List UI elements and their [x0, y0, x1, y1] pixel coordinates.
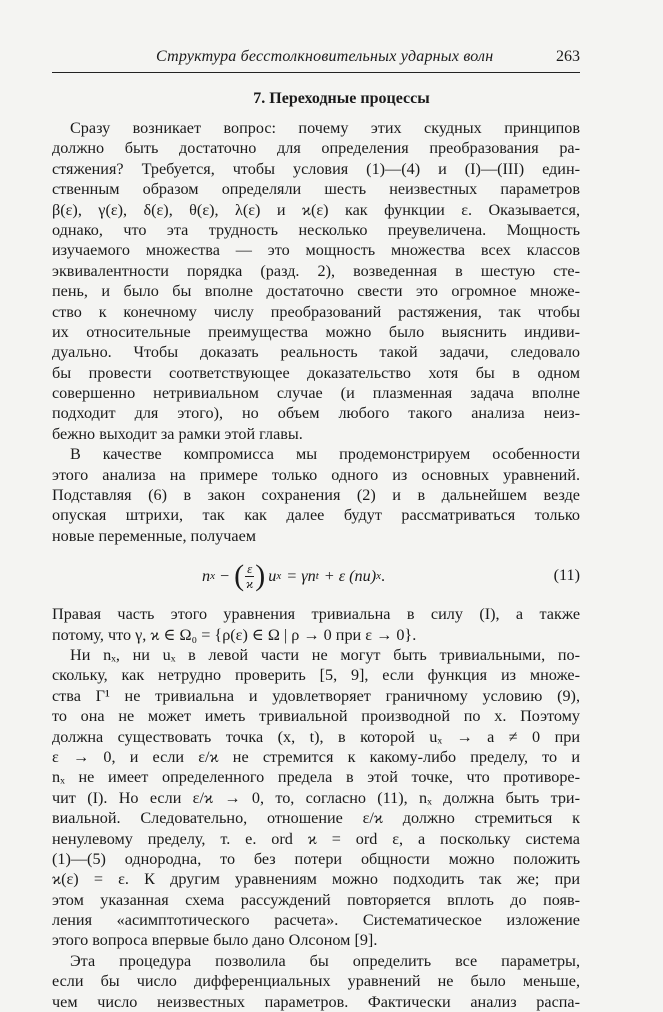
text-line: этого анализа на примере только одного из основных уравнений. [52, 465, 580, 484]
text-line: совершенно нетривиальном случае (и плазменная задача вполне [52, 384, 580, 403]
text-line: эквивалентности порядка (разд. 2), возведенная в шестую сте- [52, 261, 580, 280]
text-line: чем число неизвестных параметров. Фактически анализ распа- [52, 992, 580, 1011]
text-line: ϰ(ε) = ε. К другим уравнениям можно подходить так же; при [52, 870, 580, 889]
text-line: ственным образом определяли шесть неизвестных параметров [52, 180, 580, 199]
text-line: должно быть достаточно для определения преобразования ра- [52, 139, 580, 158]
text-line: если бы число дифференциальных уравнений не было меньше, [52, 972, 580, 991]
text-line: стяжения? Требуется, чтобы условия (1)—(4) и (I)—(III) един- [52, 159, 580, 178]
paragraph-2 [52, 444, 580, 546]
equation-subscript: x [276, 570, 282, 583]
text-line: новые переменные, получаем [52, 526, 257, 545]
equation-rhs-tail: + ε (nu) [323, 566, 377, 585]
paragraph-1 [52, 118, 580, 444]
text-line: (1)—(5) однородна, то без потери общности можно положить [52, 849, 580, 868]
equation-fraction [245, 562, 254, 591]
equation-subscript: x [376, 570, 382, 583]
text-line: этого вопроса впервые было дано Олсоном [9]. [52, 931, 378, 950]
text-line: ненулевому пределу, т. е. ord ϰ = ord ε, а поскольку система [52, 829, 580, 848]
fraction-numerator: ε [247, 560, 253, 576]
text-line: ε → 0, и если ε/ϰ не стремится к какому-либо пределу, то и [52, 747, 580, 766]
text-line: Ни nₓ, ни uₓ в левой части не могут быть тривиальными, по- [70, 645, 580, 664]
text-line: ства Γ¹ не тривиальна и удовлетворяет граничному условию (9), [52, 686, 580, 705]
equation-subscript: t [315, 570, 319, 583]
text-line: Сразу возникает вопрос: почему этих скудных принципов [70, 119, 580, 137]
text-line: однако, что эта трудность несколько преувеличена. Мощность [52, 220, 580, 239]
body-text [52, 118, 580, 1012]
text-line: подходит для этого), но объем любого такого анализа неиз- [52, 404, 580, 423]
text-line: скольку, как нетрудно проверить [5, 9], если функция из множе- [52, 666, 580, 685]
running-header [52, 46, 580, 73]
text-line: этом указанная схема рассуждений повторяется вплоть до появ- [52, 890, 580, 909]
text-line: изучаемого множества — это мощность множества всех классов [52, 241, 580, 260]
text-line: должна существовать точка (x, t), в которой uₓ → a ≠ 0 при [52, 727, 580, 746]
text-line: ство к конечному числу преобразований растяжения, так чтобы [52, 302, 580, 321]
equation-minus: − [219, 566, 230, 585]
text-line: виальной. Следовательно, отношение ε/ϰ должно стремиться к [52, 809, 580, 828]
fraction-denominator: ϰ [246, 575, 254, 591]
text-line: Подставляя (6) в закон сохранения (2) и в дальнейшем везде [52, 486, 580, 505]
right-paren: ) [255, 559, 266, 593]
text-line: их относительные преимущества можно было выяснить индиви- [52, 322, 580, 341]
equation-period: . [381, 566, 386, 585]
text-line: Правая часть этого уравнения тривиальна в силу (I), а также [52, 605, 580, 624]
equation-term: n [202, 566, 211, 585]
text-line: Эта процедура позволила бы определить все параметры, [70, 951, 580, 970]
paragraph-4 [52, 645, 580, 951]
running-title: Структура бесстолкновительных ударных волн [156, 48, 494, 65]
text-line: пень, и было бы вполне достаточно свести это огромное множе- [52, 282, 580, 301]
text-line: nₓ не имеет определенного предела в этой точке, что противоре- [52, 768, 580, 787]
text-line: бежно выходит за рамки этой главы. [52, 424, 303, 443]
left-paren: ( [234, 559, 245, 593]
text-line: ления «асимптотического расчета». Систематическое изложение [52, 911, 580, 930]
text-line: чит (I). Но если ε/ϰ → 0, то, согласно (11), nₓ должна быть три- [52, 788, 580, 807]
paragraph-3 [52, 604, 580, 645]
text-line: β(ε), γ(ε), δ(ε), θ(ε), λ(ε) и ϰ(ε) как функции ε. Оказывается, [52, 200, 580, 219]
text-line: потому, что γ, ϰ ∈ Ω₀ = {ρ(ε) ∈ Ω | ρ → 0 при ε → 0}. [52, 625, 417, 644]
equation-body [202, 554, 385, 598]
text-line: то она не может иметь тривиальной производной по x. Поэтому [52, 707, 580, 726]
page-number: 263 [556, 48, 580, 65]
equation-term: u [268, 566, 277, 585]
equation-rhs: = γn [286, 566, 316, 585]
equation-number: (11) [553, 566, 580, 585]
text-line: опуская штрихи, так как далее будут рассматриваться только [52, 506, 580, 525]
equation-subscript: x [210, 570, 215, 583]
section-title: 7. Переходные процессы [253, 90, 430, 107]
text-line: В качестве компромисса мы продемонстрируем особенности [70, 445, 580, 464]
text-line: дуально. Чтобы доказать реальность такой задачи, следовало [52, 343, 580, 362]
equation-11 [52, 554, 580, 598]
paragraph-5 [52, 951, 580, 1012]
text-line: бы провести соответствующее доказательство хотя бы в одном [52, 363, 580, 382]
